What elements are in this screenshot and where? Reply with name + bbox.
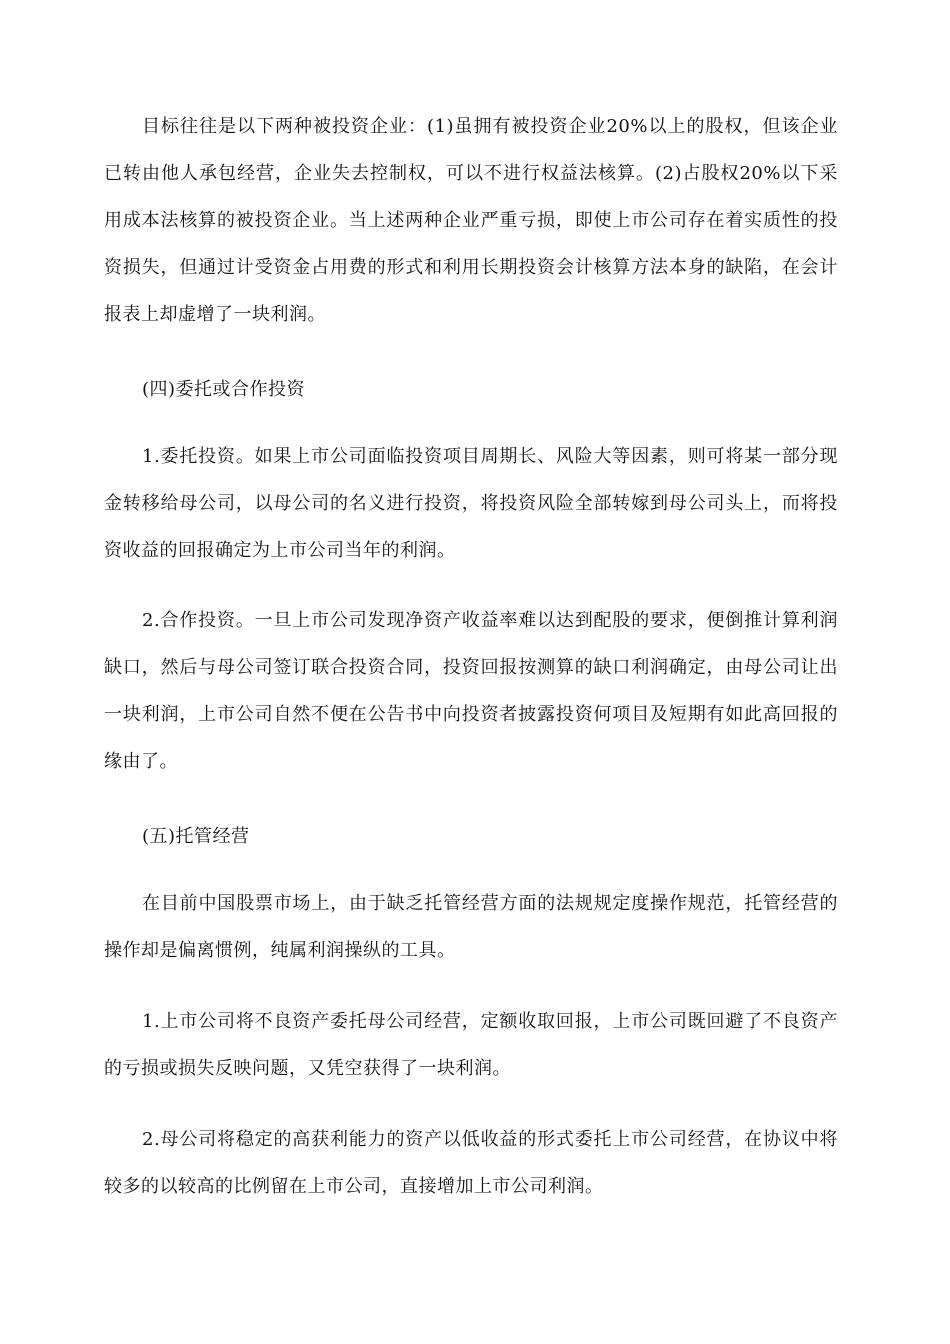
paragraph-bad-assets-entrusted: 1.上市公司将不良资产委托母公司经营，定额收取回报，上市公司既回避了不良资产的亏损或损失反映问题，又凭空获得了一块利润。 — [104, 1011, 838, 1079]
paragraph-profitable-assets-entrusted: 2.母公司将稳定的高获利能力的资产以低收益的形式委托上市公司经营，在协议中将较多的以较高的比例留在上市公司，直接增加上市公司利润。 — [104, 1129, 838, 1197]
paragraph-investment-targets: 目标往往是以下两种被投资企业：(1)虽拥有被投资企业20%以上的股权，但该企业已转由他人承包经营，企业失去控制权，可以不进行权益法核算。(2)占股权20%以下采用成本法核算的被投资企业。当上述两种企业严重亏损，即使上市公司存在着实质性的投资损失，但通过计受资金占用费的形式和利用长期投资会计核算方法本身的缺陷，在会计报表上却虚增了一块利润。 — [104, 116, 838, 325]
paragraph-entrusted-investment: 1.委托投资。如果上市公司面临投资项目周期长、风险大等因素，则可将某一部分现金转移给母公司，以母公司的名义进行投资，将投资风险全部转嫁到母公司头上，而将投资收益的回报确定为上市公司当年的利润。 — [104, 446, 838, 561]
section-heading-custodial-operation: (五)托管经营 — [142, 826, 250, 847]
paragraph-custodial-overview: 在目前中国股票市场上，由于缺乏托管经营方面的法规规定度操作规范，托管经营的操作却是偏离惯例，纯属利润操纵的工具。 — [104, 893, 838, 961]
paragraph-cooperative-investment: 2.合作投资。一旦上市公司发现净资产收益率难以达到配股的要求，便倒推计算利润缺口，然后与母公司签订联合投资合同，投资回报按测算的缺口利润确定，由母公司让出一块利润，上市公司自然不便在公告书中向投资者披露投资何项目及短期有如此高回报的缘由了。 — [104, 610, 838, 772]
section-heading-entrusted-or-cooperative-investment: (四)委托或合作投资 — [142, 379, 306, 400]
